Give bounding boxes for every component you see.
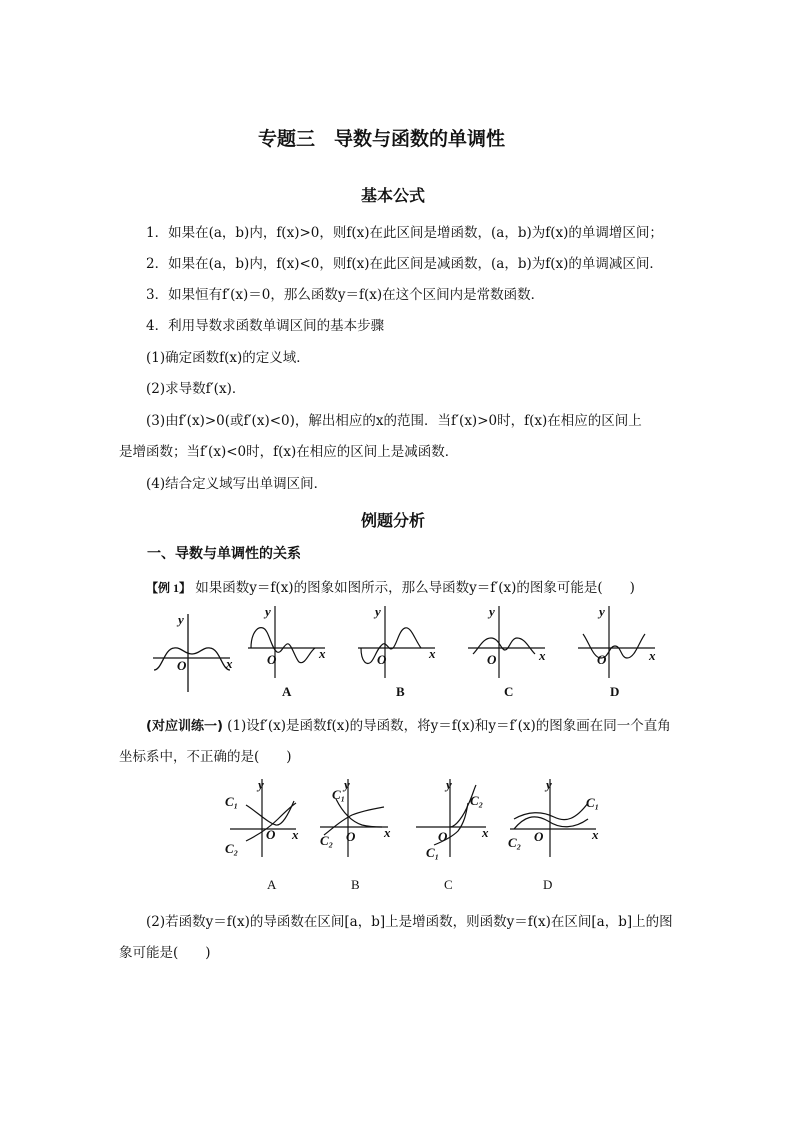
formula-line-4: 4．利用导数求函数单调区间的基本步骤: [146, 318, 385, 334]
training-option-b[interactable]: B: [351, 877, 360, 892]
axis-label-y: y: [489, 604, 495, 619]
part-heading-1: 一、导数与单调性的关系: [147, 546, 301, 562]
axis-label-x: x: [384, 825, 391, 840]
origin-label: O: [266, 827, 276, 842]
example-1-option-b[interactable]: B: [396, 684, 405, 699]
axis-label-x: x: [292, 827, 299, 842]
example-1-option-c[interactable]: C: [504, 684, 514, 699]
example-1-tag: 【例 1】: [146, 581, 192, 595]
training-question-2-line2: 象可能是( ): [119, 945, 211, 961]
origin-label: O: [438, 829, 448, 844]
example-1-option-a[interactable]: A: [282, 684, 292, 699]
curve-label-c1: C₁: [332, 787, 346, 802]
axis-label-y: y: [344, 777, 350, 792]
training-option-d-graph: [504, 775, 609, 860]
training-option-b-graph: [316, 775, 401, 860]
example-1-option-d-graph: [575, 604, 660, 684]
curve-label-c1: C₁: [225, 794, 239, 809]
example-1-option-b-graph: [355, 604, 440, 684]
step-2: (2)求导数f′(x)．: [146, 381, 246, 397]
axis-label-y: y: [265, 604, 271, 619]
step-3-line2: 是增函数；当f′(x)<0时，f(x)在相应的区间上是减函数．: [119, 444, 459, 460]
training-option-a[interactable]: A: [267, 877, 277, 892]
section-heading-basic: 基本公式: [361, 186, 426, 205]
origin-label: O: [346, 829, 356, 844]
curve-label-c1: C₁: [426, 845, 440, 860]
curve-label-c2: C₂: [470, 793, 484, 808]
training-option-d[interactable]: D: [543, 877, 553, 892]
axis-label-y: y: [599, 604, 605, 619]
step-3-line1: (3)由f′(x)>0(或f′(x)<0)，解出相应的x的范围．当f′(x)>0时，f(x)在相应的区间上: [146, 413, 642, 429]
origin-label: O: [377, 652, 387, 667]
step-1: (1)确定函数f(x)的定义域．: [146, 350, 310, 366]
example-1-option-a-graph: [245, 604, 330, 684]
origin-label: O: [487, 652, 497, 667]
example-1-text: 如果函数y＝f(x)的图象如图所示，那么导函数y＝f′(x)的图象可能是( ): [191, 580, 635, 596]
curve-label-c2: C₂: [508, 835, 522, 850]
axis-label-x: x: [226, 656, 233, 671]
axis-label-x: x: [592, 827, 599, 842]
example-1-option-d[interactable]: D: [610, 684, 620, 699]
axis-label-x: x: [429, 646, 436, 661]
axis-label-y: y: [178, 612, 184, 627]
training-option-c-graph: [410, 775, 495, 860]
step-4: (4)结合定义域写出单调区间．: [146, 476, 328, 492]
origin-label: O: [267, 652, 277, 667]
axis-label-y: y: [375, 604, 381, 619]
axis-label-y: y: [546, 777, 552, 792]
training-question-1-line1: [146, 714, 671, 734]
formula-line-2: 2．如果在(a，b)内，f(x)<0，则f(x)在此区间是减函数，(a，b)为f(x)的单调减区间．: [146, 256, 663, 272]
origin-label: O: [177, 658, 187, 673]
page-title: 专题三 导数与函数的单调性: [258, 128, 506, 150]
axis-label-x: x: [649, 648, 656, 663]
axis-label-y: y: [446, 777, 452, 792]
curve-label-c2: C₂: [320, 833, 334, 848]
training-option-a-graph: [222, 775, 307, 860]
origin-label: O: [597, 652, 607, 667]
axis-label-x: x: [319, 646, 326, 661]
training-option-c[interactable]: C: [444, 877, 453, 892]
curve-label-c2: C₂: [225, 841, 239, 856]
section-heading-examples: 例题分析: [361, 511, 426, 530]
training-question-1-text: (1)设f′(x)是函数f(x)的导函数，将y＝f(x)和y＝f′(x)的图象画在同一个直角: [222, 718, 671, 734]
axis-label-x: x: [539, 648, 546, 663]
axis-label-x: x: [482, 825, 489, 840]
origin-label: O: [534, 829, 544, 844]
training-question-1-line2: 坐标系中，不正确的是( ): [119, 749, 292, 765]
curve-label-c1: C₁: [586, 795, 600, 810]
example-1-option-c-graph: [465, 604, 550, 684]
formula-line-1: 1．如果在(a，b)内，f(x)>0，则f(x)在此区间是增函数，(a，b)为f(x)的单调增区间；: [146, 225, 663, 241]
axis-label-y: y: [258, 777, 264, 792]
example-1-question: [146, 576, 635, 596]
example-1-original-graph: [150, 608, 240, 696]
training-tag: (对应训练一): [146, 719, 223, 734]
formula-line-3: 3．如果恒有f′(x)＝0，那么函数y＝f(x)在这个区间内是常数函数．: [146, 287, 545, 303]
training-question-2-line1: (2)若函数y＝f(x)的导函数在区间[a，b]上是增函数，则函数y＝f(x)在区间[a，b]上的图: [146, 914, 673, 930]
